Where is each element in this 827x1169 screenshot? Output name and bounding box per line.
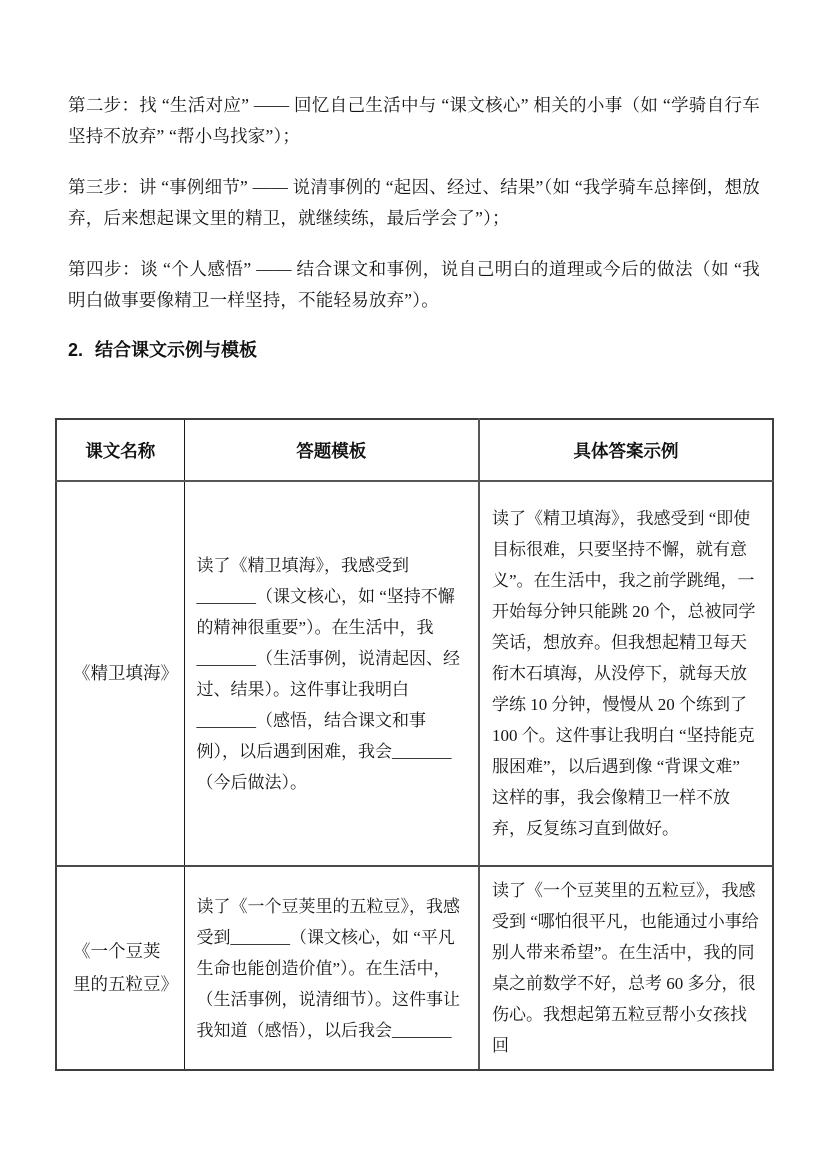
table-row-jingwei [56,481,773,866]
col-header-answer-template: 答题模板 [184,419,479,481]
lesson-title-cell: 《一个豆荚里的五粒豆》 [56,866,184,1070]
table-row-five-peas [56,866,773,1070]
step-4-paragraph: 第四步：谈 “个人感悟” —— 结合课文和事例，说自己明白的道理或今后的做法（如 “我明白做事要像精卫一样坚持，不能轻易放弃”）。 [68,259,760,310]
table-header-row [56,419,773,481]
section-number: 2. [68,340,84,360]
lesson-title-cell: 《精卫填海》 [56,481,184,866]
answer-template-cell: 读了《精卫填海》，我感受到_______（课文核心，如 “坚持不懈的精神很重要”）。在生活中，我_______（生活事例，说清起因、经过、结果）。这件事让我明白_______（感悟，结合课文和事例），以后遇到困难，我会_______（今后做法）。 [184,481,479,866]
answer-example-cell: 读了《精卫填海》，我感受到 “即使目标很难，只要坚持不懈，就有意义”。在生活中，我之前学跳绳，一开始每分钟只能跳 20 个，总被同学笑话，想放弃。但我想起精卫每天衔木石填海，从没停下，就每天放学练 10 分钟，慢慢从 20 个练到了 100 个。这件事让我明白 “坚持能克服困难”，以后遇到像 “背课文难” 这样的事，我会像精卫一样不放弃，反复练习直到做好。 [479,481,773,866]
step-2-paragraph: 第二步：找 “生活对应” —— 回忆自己生活中与 “课文核心” 相关的小事（如 “学骑自行车坚持不放弃” “帮小鸟找家”）； [68,95,760,146]
answer-template-cell: 读了《一个豆荚里的五粒豆》，我感受到_______（课文核心，如 “平凡生命也能创造价值”）。在生活中，（生活事例，说清细节）。这件事让我知道（感悟），以后我会_______ [184,866,479,1070]
answer-template-table [55,418,774,1071]
section-title: 结合课文示例与模板 [95,340,258,360]
col-header-lesson-name: 课文名称 [56,419,184,481]
col-header-answer-example: 具体答案示例 [479,419,773,481]
section-heading [68,336,760,362]
step-3-paragraph: 第三步：讲 “事例细节” —— 说清事例的 “起因、经过、结果”（如 “我学骑车总摔倒，想放弃，后来想起课文里的精卫，就继续练，最后学会了”）； [68,177,760,228]
answer-example-cell: 读了《一个豆荚里的五粒豆》，我感受到 “哪怕很平凡，也能通过小事给别人带来希望”。在生活中，我的同桌之前数学不好，总考 60 多分，很伤心。我想起第五粒豆帮小女孩找回 [479,866,773,1070]
